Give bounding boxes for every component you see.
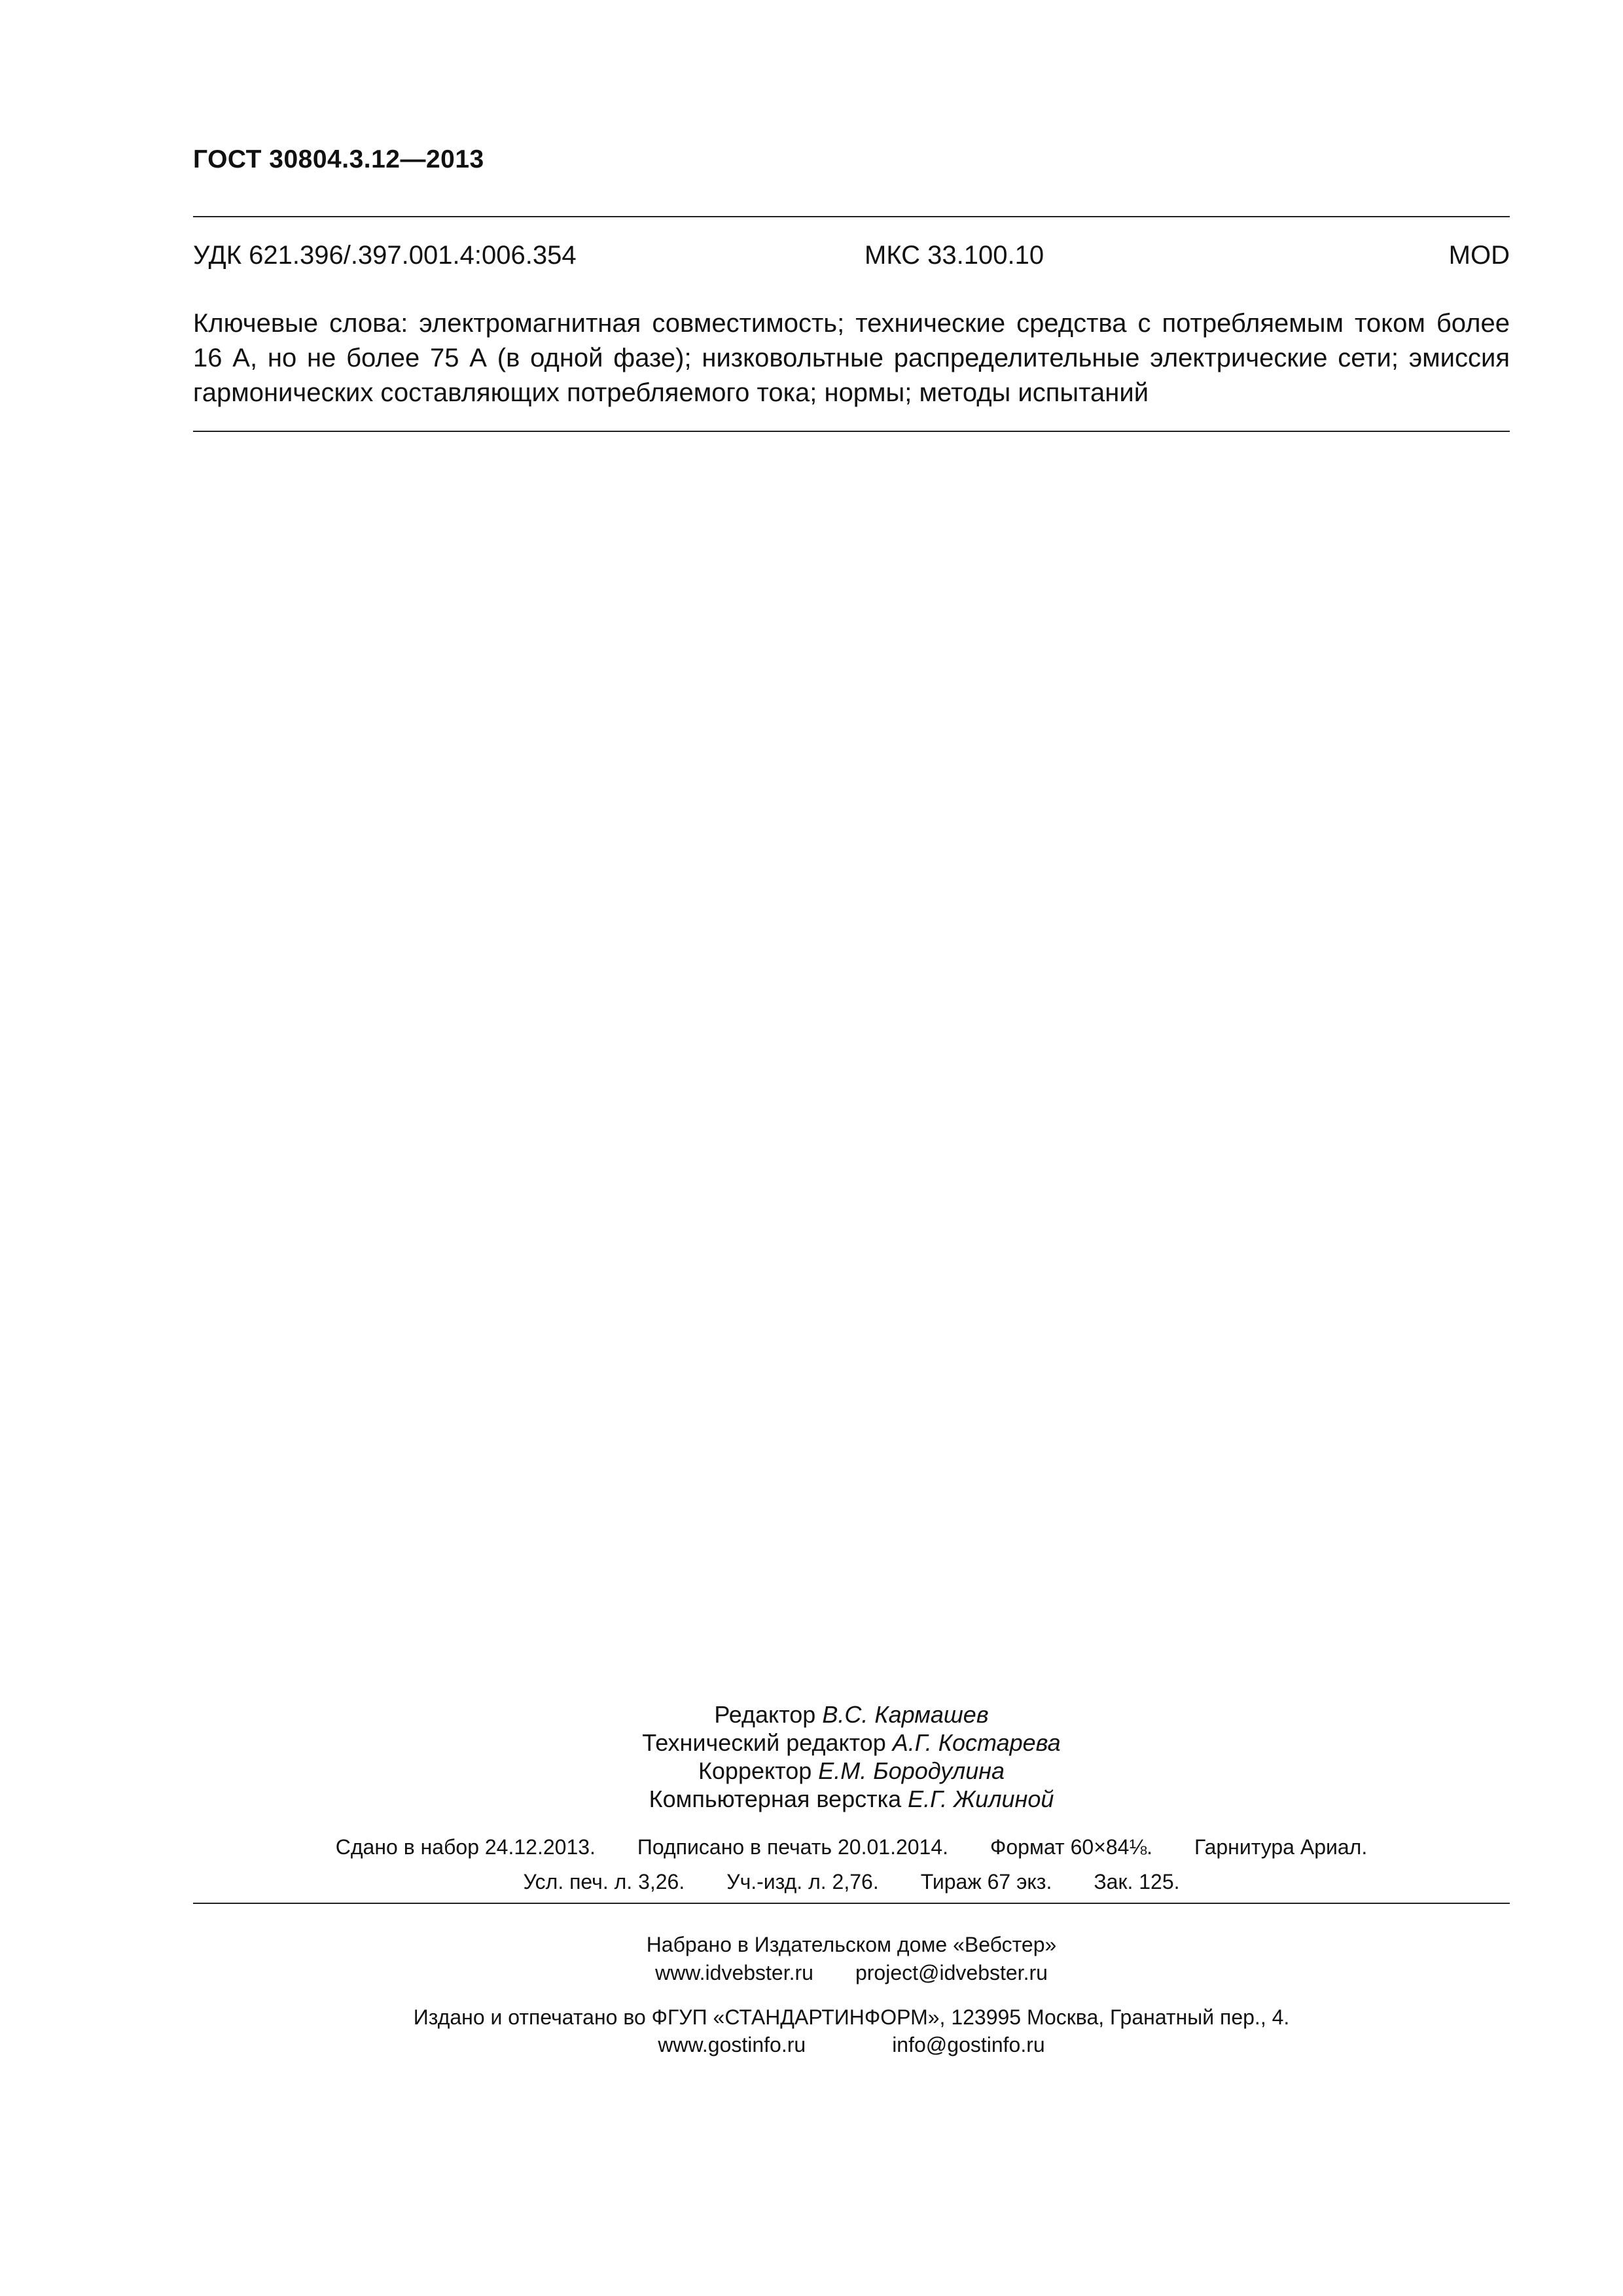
print-info-item: Сдано в набор 24.12.2013. [335, 1835, 596, 1859]
standard-number: ГОСТ 30804.3.12—2013 [193, 145, 484, 173]
print-info-item: Тираж 67 экз. [920, 1870, 1052, 1893]
staff-person: А.Г. Костарева [892, 1729, 1061, 1756]
divider-keywords [193, 431, 1510, 432]
mod-label: MOD [1448, 241, 1510, 270]
staff-technical-editor [193, 1729, 1510, 1757]
staff-proofreader [193, 1757, 1510, 1785]
publisher-line: Издано и отпечатано во ФГУП «СТАНДАРТИНФОРМ», 123995 Москва, Гранатный пер., 4. [413, 2005, 1290, 2029]
publisher-contacts [193, 2032, 1510, 2058]
print-info-item: Подписано в печать 20.01.2014. [637, 1835, 949, 1859]
staff-editor [193, 1700, 1510, 1729]
typeset-contacts [193, 1960, 1510, 1986]
publisher-site-link[interactable]: www.gostinfo.ru [658, 2033, 806, 2056]
print-info-row-1 [193, 1834, 1510, 1860]
divider-footer [193, 1903, 1510, 1904]
print-info-item: Зак. 125. [1094, 1870, 1180, 1893]
keywords-paragraph: Ключевые слова: электромагнитная совместимость; технические средства с потребляемым током более 16 А, но не более 75 А (в одной фазе); низковольтные распределительные электрические сети; эмиссия гармонических составляющих потребляемого тока; нормы; методы испытаний [193, 309, 1510, 407]
print-info-row-2 [193, 1869, 1510, 1895]
staff-person: Е.М. Бородулина [818, 1757, 1005, 1784]
staff-layout [193, 1785, 1510, 1813]
staff-person: В.С. Кармашев [822, 1701, 989, 1728]
staff-role: Технический редактор [642, 1729, 886, 1756]
staff-person: Е.Г. Жилиной [908, 1785, 1054, 1812]
staff-role: Компьютерная верстка [649, 1785, 902, 1812]
publisher-email-link[interactable]: info@gostinfo.ru [892, 2033, 1045, 2056]
divider-top [193, 216, 1510, 217]
print-info-item: Усл. печ. л. 3,26. [523, 1870, 685, 1893]
print-info-item: Гарнитура Ариал. [1194, 1835, 1368, 1859]
classification-row [193, 241, 1510, 275]
staff-role: Корректор [698, 1757, 812, 1784]
typeset-site-link[interactable]: www.idvebster.ru [655, 1961, 813, 1984]
typeset-email-link[interactable]: project@idvebster.ru [855, 1961, 1048, 1984]
typeset-by: Набрано в Издательском доме «Вебстер» [646, 1933, 1057, 1956]
mks-code: МКС 33.100.10 [865, 241, 1044, 270]
print-info-item: Уч.-изд. л. 2,76. [726, 1870, 879, 1893]
print-info-item: Формат 60×84⅛. [990, 1835, 1153, 1859]
staff-role: Редактор [714, 1701, 816, 1728]
udk-code: УДК 621.396/.397.001.4:006.354 [193, 241, 577, 270]
